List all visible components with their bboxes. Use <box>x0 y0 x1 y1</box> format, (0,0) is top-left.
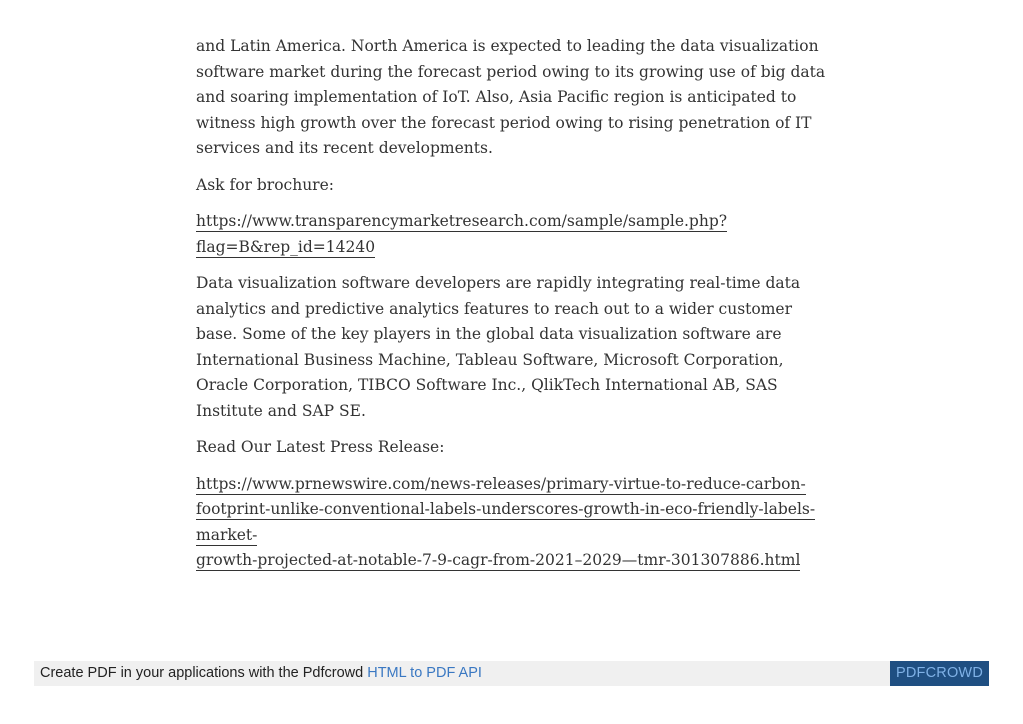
pdfcrowd-badge[interactable]: PDFCROWD <box>890 661 989 686</box>
brochure-link-line-2[interactable]: flag=B&rep_id=14240 <box>196 237 376 256</box>
press-link-line-3[interactable]: growth-projected-at-notable-7-9-cagr-from-2021–2029—tmr-301307886.html <box>196 551 801 569</box>
article-body <box>196 34 836 585</box>
pdfcrowd-footer <box>34 661 989 686</box>
intro-paragraph: and Latin America. North America is expected to leading the data visualization software market during the forecast period owing to its growing use of big data and soaring implementation of IoT. Also, Asia Pacific region is anticipated to witness high growth over the forecast period owing to rising penetration of IT services and its recent developments. <box>196 37 826 157</box>
html-to-pdf-api-link[interactable]: HTML to PDF API <box>367 665 482 681</box>
brochure-link[interactable] <box>196 209 836 260</box>
footer-message: Create PDF in your applications with the Pdfcrowd <box>40 665 368 681</box>
brochure-label: Ask for brochure: <box>196 175 334 194</box>
press-release-link[interactable] <box>196 472 836 574</box>
key-players-paragraph: Data visualization software developers are rapidly integrating real-time data analytics and predictive analytics features to reach out to a wider customer base. Some of the key players in the global data visualization software are International Business Machine, Tableau Software, Microsoft Corporation, Oracle Corporation, TIBCO Software Inc., QlikTech International AB, SAS Institute and SAP SE. <box>196 274 801 420</box>
press-release-label: Read Our Latest Press Release: <box>196 438 445 456</box>
press-link-line-1[interactable]: https://www.prnewswire.com/news-releases/primary-virtue-to-reduce-carbon- <box>196 474 806 493</box>
press-link-line-2[interactable]: footprint-unlike-conventional-labels-underscores-growth-in-eco-friendly-labels-market- <box>196 500 816 544</box>
brochure-link-line-1[interactable]: https://www.transparencymarketresearch.com/sample/sample.php? <box>196 212 728 230</box>
footer-text <box>40 665 482 681</box>
